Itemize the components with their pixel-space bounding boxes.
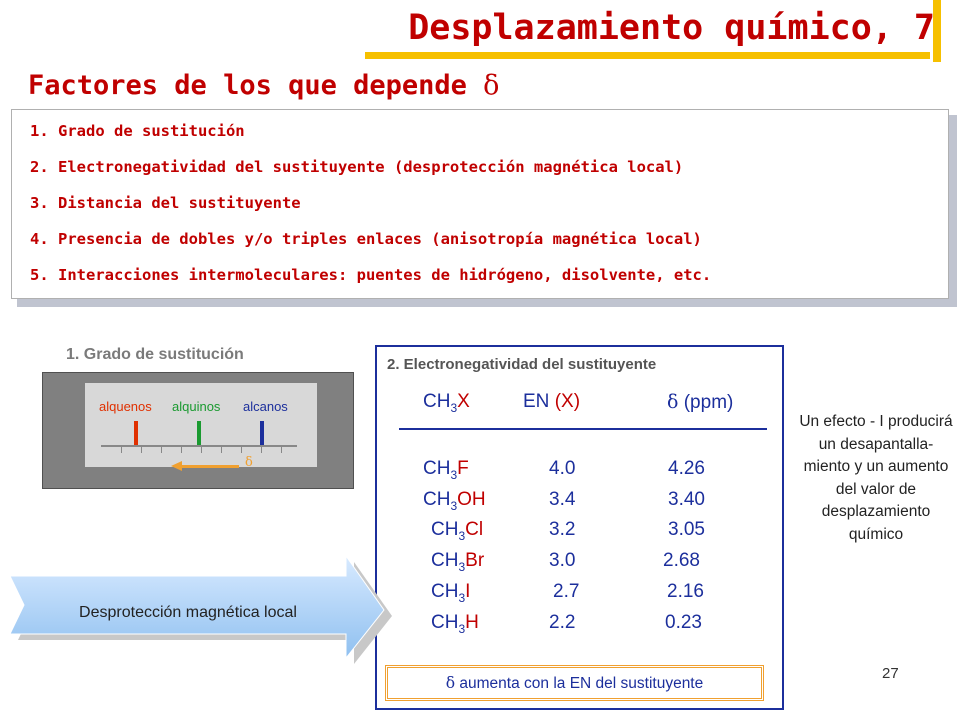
page-number: 27 [882, 665, 899, 682]
compound-cell: $CH_3Br$ [431, 550, 485, 574]
header-shift: δ (ppm) [667, 391, 734, 413]
shift-cell: 0.23 [665, 612, 702, 633]
substitution-scale-figure [42, 372, 354, 489]
header-compound: $CH_3X$ [423, 391, 470, 415]
shift-cell: 4.26 [668, 458, 705, 479]
scale-delta-label: δ [245, 455, 253, 470]
axis-tick [141, 447, 142, 453]
shift-cell: 3.05 [668, 519, 705, 540]
en-cell: 3.0 [549, 550, 576, 571]
en-cell: 4.0 [549, 458, 576, 479]
header-en: EN (X) [523, 391, 581, 412]
shift-cell: 3.40 [668, 489, 705, 510]
compound-cell: $CH_3F$ [423, 458, 469, 482]
axis-tick [181, 447, 182, 453]
axis-tick [261, 447, 262, 453]
delta-symbol: δ [483, 70, 500, 101]
banner-label: Desprotección magnética local [79, 604, 297, 621]
axis-tick [281, 447, 282, 453]
en-cell: 3.2 [549, 519, 576, 540]
section-subtitle [28, 70, 499, 101]
delta-arrow [181, 465, 239, 468]
electronegativity-panel [375, 345, 784, 710]
header-divider [399, 428, 767, 430]
axis-tick [161, 447, 162, 453]
axis-tick [121, 447, 122, 453]
axis-tick [221, 447, 222, 453]
substitution-title: 1. Grado de sustitución [66, 346, 244, 363]
label-alquinos: alquinos [172, 399, 221, 414]
factor-item: 1. Grado de sustitución [30, 122, 245, 140]
factor-item: 4. Presencia de dobles y/o triples enlaces (anisotropía magnética local) [30, 230, 702, 248]
factor-item: 2. Electronegatividad del sustituyente (desprotección magnética local) [30, 158, 684, 176]
label-alquenos: alquenos [99, 399, 152, 414]
conclusion-box: δ aumenta con la EN del sustituyente [385, 665, 764, 701]
factors-box [11, 109, 949, 299]
shift-cell: 2.68 [663, 550, 700, 571]
scale-panel [85, 383, 317, 470]
title-underline [365, 52, 930, 59]
factors-list [30, 122, 711, 302]
compound-cell: $CH_3OH$ [423, 489, 486, 513]
alcanos-marker [260, 421, 264, 446]
compound-cell: $CH_3H$ [431, 612, 479, 636]
shift-cell: 2.16 [667, 581, 704, 602]
electronegativity-title: 2. Electronegatividad del sustituyente [387, 356, 657, 373]
scale-axis [101, 445, 297, 447]
alquinos-marker [197, 421, 201, 446]
label-alcanos: alcanos [243, 399, 288, 414]
compound-cell: $CH_3Cl$ [431, 519, 484, 543]
axis-tick [201, 447, 202, 453]
inductive-effect-note: Un efecto - I producirá un desapantalla-miento y un aumento del valor de desplazamiento químico [799, 413, 953, 543]
deshielding-banner [8, 556, 393, 668]
en-cell: 2.7 [553, 581, 580, 602]
slide-title: Desplazamiento químico, 7 [408, 8, 935, 48]
compound-cell: $CH_3I$ [431, 581, 471, 605]
factor-item: 5. Interacciones intermoleculares: puentes de hidrógeno, disolvente, etc. [30, 266, 712, 284]
factor-item: 3. Distancia del sustituyente [30, 194, 301, 212]
en-cell: 2.2 [549, 612, 576, 633]
en-cell: 3.4 [549, 489, 576, 510]
subtitle-text: Factores de los que depende [28, 70, 467, 101]
axis-tick [241, 447, 242, 453]
alquenos-marker [134, 421, 138, 446]
